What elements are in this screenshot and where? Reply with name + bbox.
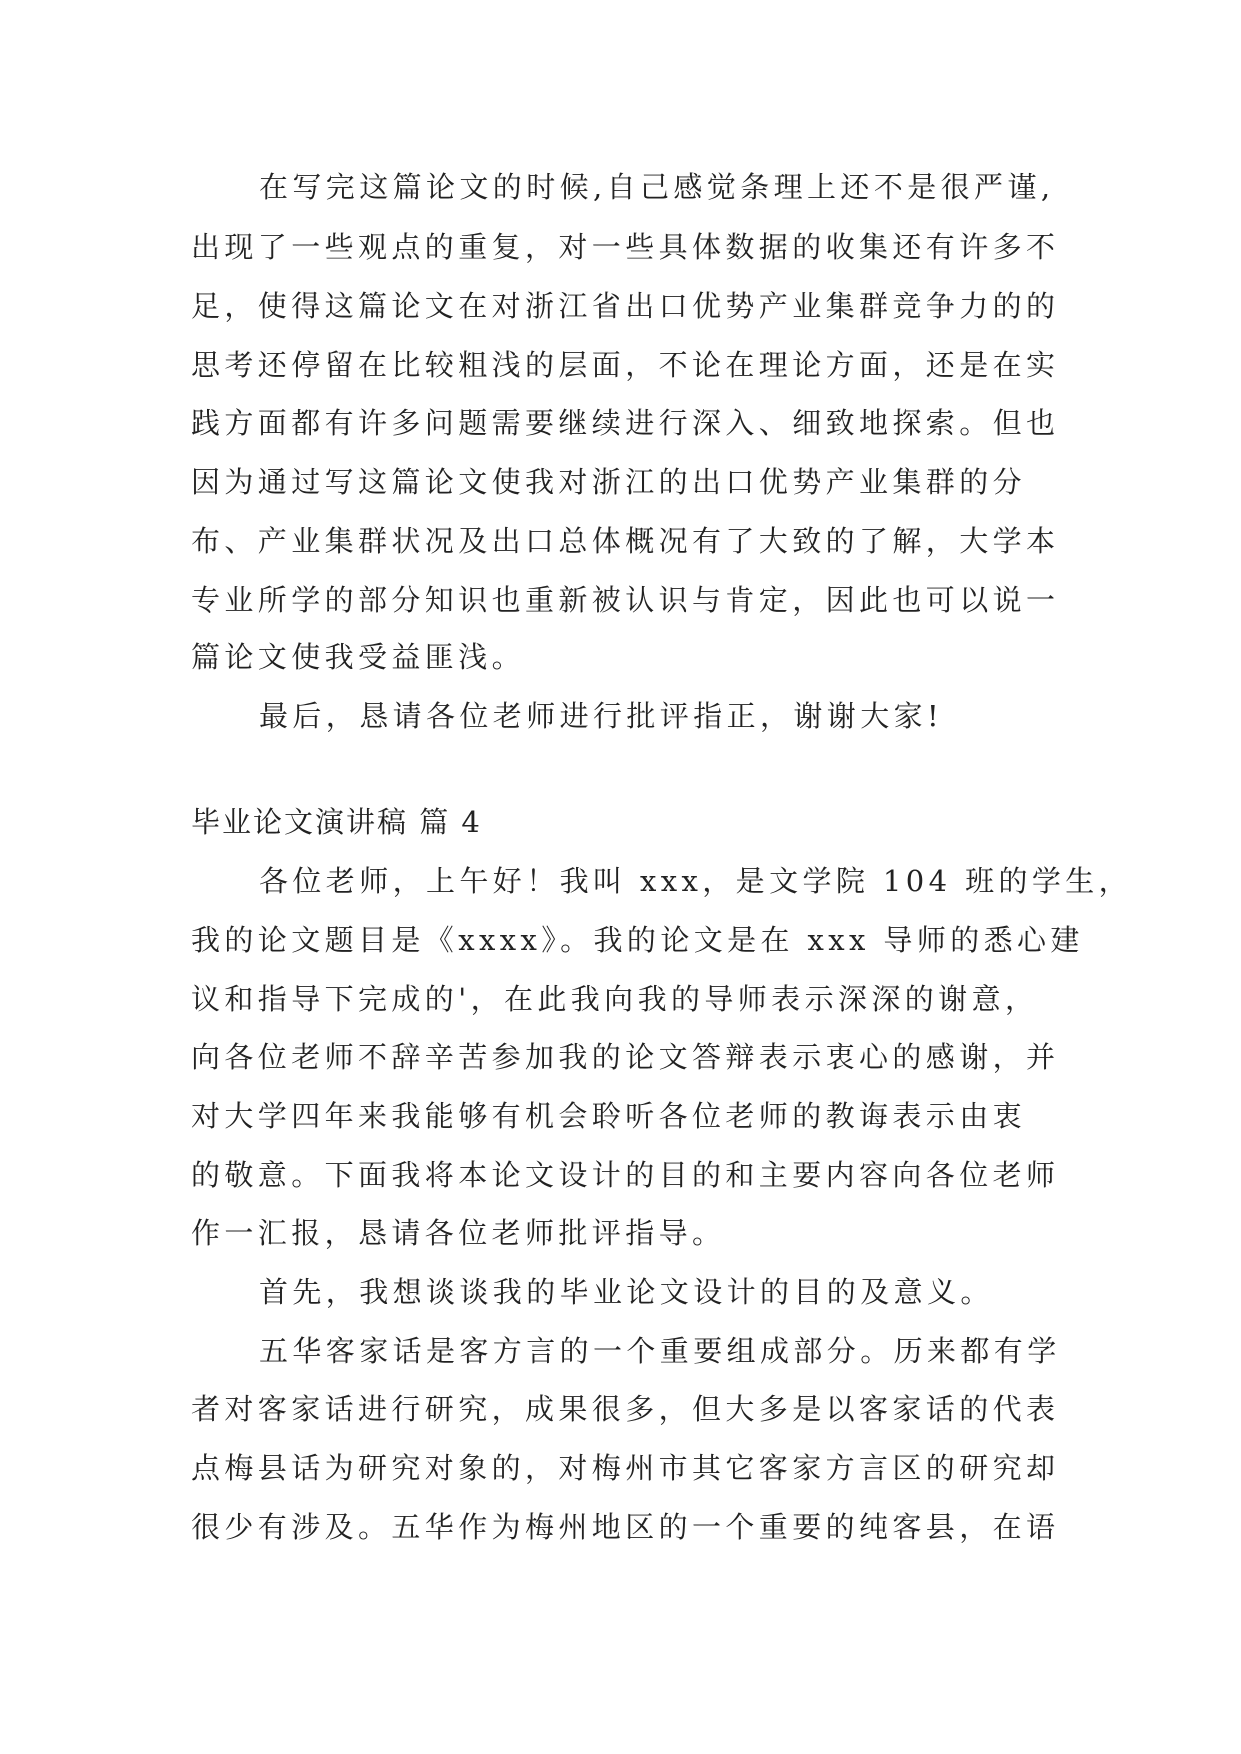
paragraph-line: 我的论文题目是《xxxx》。我的论文是在 xxx 导师的悉心建 bbox=[191, 923, 1084, 957]
paragraph-line: 布、产业集群状况及出口总体概况有了大致的了解，大学本 bbox=[191, 524, 1060, 558]
paragraph-line: 点梅县话为研究对象的，对梅州市其它客家方言区的研究却 bbox=[191, 1451, 1060, 1485]
paragraph-line: 在写完这篇论文的时候,自己感觉条理上还不是很严谨, bbox=[259, 170, 1055, 204]
paragraph-line: 对大学四年来我能够有机会聆听各位老师的教诲表示由衷 bbox=[191, 1099, 1027, 1133]
paragraph-line: 各位老师，上午好！我叫 xxx，是文学院 104 班的学生， bbox=[259, 864, 1133, 898]
paragraph-line: 最后，恳请各位老师进行批评指正，谢谢大家! bbox=[259, 699, 944, 733]
paragraph-line: 践方面都有许多问题需要继续进行深入、细致地探索。但也 bbox=[191, 406, 1060, 440]
section-heading: 毕业论文演讲稿 篇 4 bbox=[191, 805, 482, 839]
paragraph-line: 专业所学的部分知识也重新被认识与肯定，因此也可以说一 bbox=[191, 583, 1060, 617]
paragraph-line: 的敬意。下面我将本论文设计的目的和主要内容向各位老师 bbox=[191, 1158, 1060, 1192]
paragraph-line: 五华客家话是客方言的一个重要组成部分。历来都有学 bbox=[259, 1334, 1061, 1368]
paragraph-line: 因为通过写这篇论文使我对浙江的出口优势产业集群的分 bbox=[191, 465, 1027, 499]
paragraph-line: 作一汇报，恳请各位老师批评指导。 bbox=[191, 1216, 726, 1250]
paragraph-line: 出现了一些观点的重复，对一些具体数据的收集还有许多不 bbox=[191, 230, 1060, 264]
paragraph-line: 向各位老师不辞辛苦参加我的论文答辩表示衷心的感谢，并 bbox=[191, 1040, 1060, 1074]
paragraph-line: 思考还停留在比较粗浅的层面，不论在理论方面，还是在实 bbox=[191, 348, 1060, 382]
paragraph-line: 首先，我想谈谈我的毕业论文设计的目的及意义。 bbox=[259, 1275, 994, 1309]
paragraph-line: 篇论文使我受益匪浅。 bbox=[191, 640, 526, 674]
paragraph-line: 议和指导下完成的'，在此我向我的导师表示深深的谢意， bbox=[191, 982, 1039, 1016]
paragraph-line: 很少有涉及。五华作为梅州地区的一个重要的纯客县，在语 bbox=[191, 1510, 1060, 1544]
paragraph-line: 者对客家话进行研究，成果很多，但大多是以客家话的代表 bbox=[191, 1392, 1060, 1426]
paragraph-line: 足，使得这篇论文在对浙江省出口优势产业集群竞争力的的 bbox=[191, 289, 1060, 323]
